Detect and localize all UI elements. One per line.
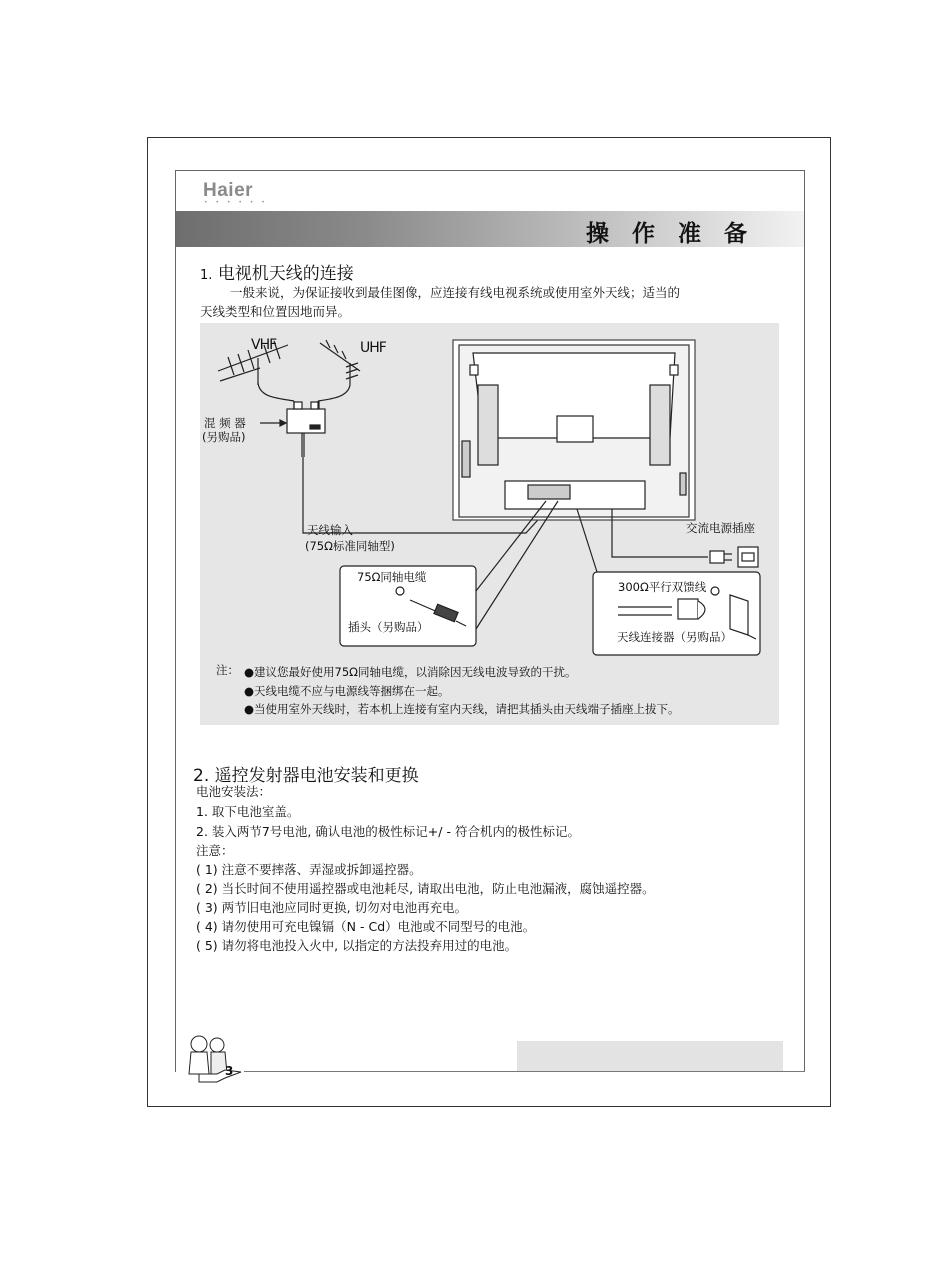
install-heading: 电池安装法： [196,784,272,799]
notes-prefix: 注： [216,663,239,677]
plug-label: 插头（另购品） [348,620,429,634]
power-plug-icon [710,551,732,563]
caution-heading: 注意： [196,843,234,858]
note-item-1: ●建议您最好使用75Ω同轴电缆，以消除因无线电波导致的干扰。 [244,665,577,679]
mixer-box-icon [260,401,325,457]
antenna-input-note: (75Ω标准同轴型) [305,539,395,553]
ac-socket-label: 交流电源插座 [686,521,755,535]
tv-rear-view-icon [453,340,695,520]
brand-logo: Haier [203,180,254,201]
antenna-input-label: 天线输入 [307,523,353,537]
caution-5: ( 5) 请勿将电池投入火中, 以指定的方法投弃用过的电池。 [196,938,518,953]
section-banner [176,211,804,247]
connector-label: 天线连接器（另购品） [617,630,732,644]
note-item-2: ●天线电缆不应与电源线等捆绑在一起。 [244,684,450,698]
step-2: 2. 装入两节7号电池, 确认电池的极性标记+/ - 符合机内的极性标记。 [196,824,580,839]
section2-title: 2. 遥控发射器电池安装和更换 [193,766,419,786]
section1-paragraph [200,283,780,321]
footer-bar [517,1041,783,1072]
section1-title: 电视机天线的连接 [217,264,354,284]
mixer-label: 混 频 器 [204,416,246,430]
vhf-label: VHF [251,337,277,353]
step-1: 1. 取下电池室盖。 [196,804,300,819]
section1-number: 1. [200,268,213,283]
para-line-1: 一般来说，为保证接收到最佳图像，应连接有线电视系统或使用室外天线；适当的 [230,285,681,300]
coax-cable-label: 75Ω同轴电缆 [357,570,427,584]
ac-outlet-icon [738,547,758,567]
para-line-2: 天线类型和位置因地而异。 [200,304,351,319]
caution-2: ( 2) 当长时间不使用遥控器或电池耗尽, 请取出电池，防止电池漏液，腐蚀遥控器。 [196,881,655,896]
caution-1: ( 1) 注意不要摔落、弄湿或拆卸遥控器。 [196,862,422,877]
uhf-label: UHF [360,340,386,356]
mixer-note: (另购品) [202,430,246,444]
section1-heading [200,259,354,284]
caution-3: ( 3) 两节旧电池应同时更换, 切勿对电池再充电。 [196,900,468,915]
uhf-antenna-icon [318,340,360,401]
twin-lead-label: 300Ω平行双馈线 [618,580,707,594]
brand-dots: • • • • • • [204,199,268,206]
caution-4: ( 4) 请勿使用可充电镍镉（N - Cd）电池或不同型号的电池。 [196,919,536,934]
page-number: 3 [225,1064,234,1078]
footer-line [244,1071,805,1072]
mascot-kids-icon [177,1030,247,1086]
banner-title: 操作准备 [586,221,770,247]
note-item-3: ●当使用室外天线时，若本机上连接有室内天线，请把其插头由天线端子插座上拔下。 [244,702,680,716]
